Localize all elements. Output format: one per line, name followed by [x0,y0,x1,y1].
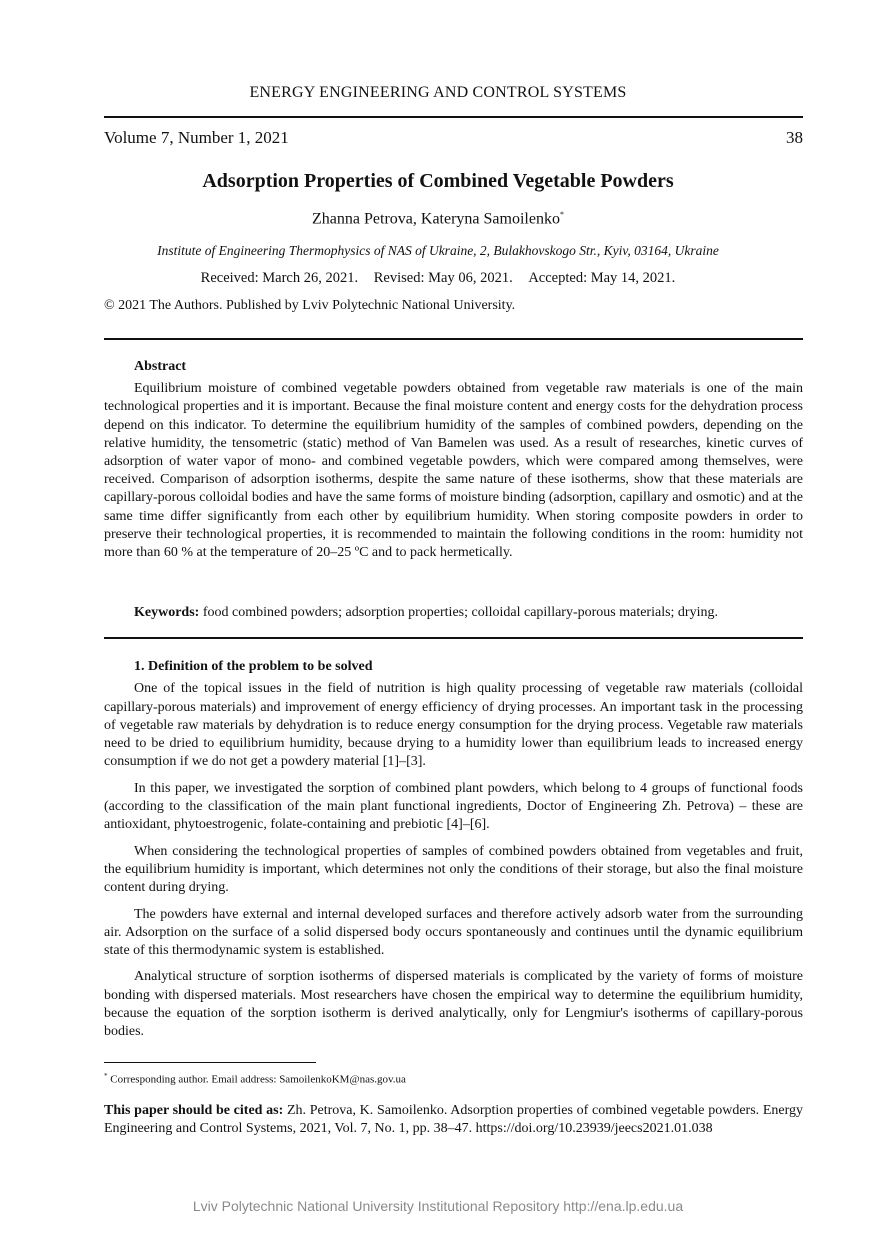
footnote-mark: * [104,1072,108,1080]
repository-watermark: Lviv Polytechnic National University Institutional Repository http://ena.lp.edu.ua [192,1198,684,1214]
section-heading: 1. Definition of the problem to be solved [134,659,373,674]
author-footnote-mark: * [559,210,564,219]
header-rule [104,116,803,118]
received-date: Received: March 26, 2021. [200,270,359,286]
revised-date: Revised: May 06, 2021. [373,270,513,286]
section-1 [104,658,803,1050]
abstract-heading: Abstract [134,359,187,374]
section-paragraph: When considering the technological properties of samples of combined powders obtained from vegetables and fruit, the equilibrium humidity is important, which determines not only the conditions of their storage, but also the final moisture content during drying. [104,843,803,896]
section-paragraph: In this paper, we investigated the sorption of combined plant powders, which belong to 4 groups of functional foods (according to the classification of the main plant functional ingredients, Doctor of Engineering Zh. Petrova) – these are antioxidant, phytoestrogenic, folate-containing and prebiotic [4]–[6]. [104,780,803,833]
footnote [104,1072,406,1086]
accepted-date: Accepted: May 14, 2021. [528,270,676,286]
footnote-text: Corresponding author. Email address: SamoilenkoKM@nas.gov.ua [110,1073,406,1086]
abstract-top-rule [104,338,803,340]
keywords-line [134,605,803,621]
dates-line [0,270,876,287]
authors [0,210,876,228]
page-number: 38 [786,128,803,147]
citation-text: Zh. Petrova, K. Samoilenko. Adsorption properties of combined vegetable powders. Energy Engineering and Control Systems, 2021, Vol. 7, No. 1, pp. 38–47. https://doi.org/10.23939/jeecs2021.01.038 [104,1103,804,1137]
author-names: Zhanna Petrova, Kateryna Samoilenko [312,210,560,228]
volume-line: Volume 7, Number 1, 2021 [104,128,289,147]
citation-block [104,1102,803,1139]
abstract-text: Equilibrium moisture of combined vegetable powders obtained from vegetable raw materials is one of the main technological properties and it is important. Because the final moisture content and energy costs for the dehydration process depend on this indicator. To determine the equilibrium humidity of the samples of combined powders, depending on the relative humidity, the tensometric (static) method of Van Bamelen was used. As a result of researches, kinetic curves of adsorption of water vapor of mono- and combined vegetable powders, which were compared among themselves, were received. Comparison of adsorption isotherms, despite the same nature of these isotherms, show that these materials are capillary-porous colloidal bodies and have the same forms of moisture binding (adsorption, capillary and osmotic) and at the same time differ significantly from each other by equilibrium humidity. When storing composite powders in order to preserve their technological properties, it is recommended to maintain the following conditions in the room: humidity not more than 60 % at the temperature of 20–25 ºC and to pack hermetically. [104,381,803,561]
keywords-label: Keywords: [134,605,200,620]
section-paragraph: The powders have external and internal developed surfaces and therefore actively adsorb water from the surrounding air. Adsorption on the surface of a solid dispersed body occurs spontaneously and continues until the dynamic equilibrium state of this thermodynamic system is established. [104,906,803,959]
abstract-bottom-rule [104,637,803,639]
journal-name: ENERGY ENGINEERING AND CONTROL SYSTEMS [249,84,627,101]
volume-row [104,128,803,148]
footnote-rule [104,1062,316,1063]
affiliation: Institute of Engineering Thermophysics of NAS of Ukraine, 2, Bulakhovskogo Str., Kyiv, 03164, Ukraine [157,243,719,258]
article-title: Adsorption Properties of Combined Vegetable Powders [202,170,674,192]
abstract-block [104,358,803,562]
citation-label: This paper should be cited as: [104,1103,284,1118]
section-paragraph: Analytical structure of sorption isotherms of dispersed materials is complicated by the variety of forms of moisture bonding with dispersed materials. Most researchers have chosen the empirical way to determine the equilibrium humidity, because the equation of the sorption isotherm is derived analytically, only for Lengmiur's isotherms of capillary-porous bodies. [104,969,803,1040]
section-paragraph: One of the topical issues in the field of nutrition is high quality processing of vegetable raw materials (colloidal capillary-porous materials) and improvement of energy efficiency of drying processes. An important task in the processing of vegetable raw materials by dehydration is to reduce energy consumption for the drying process. Vegetable raw materials need to be dried to equilibrium humidity, because drying to a humidity lower than equilibrium leads to increased energy consumption if we do not get a powdery material [1]–[3]. [104,681,803,770]
license-line: © 2021 The Authors. Published by Lviv Polytechnic National University. [104,298,516,313]
keywords-text: food combined powders; adsorption properties; colloidal capillary-porous materials; drying. [202,605,718,620]
